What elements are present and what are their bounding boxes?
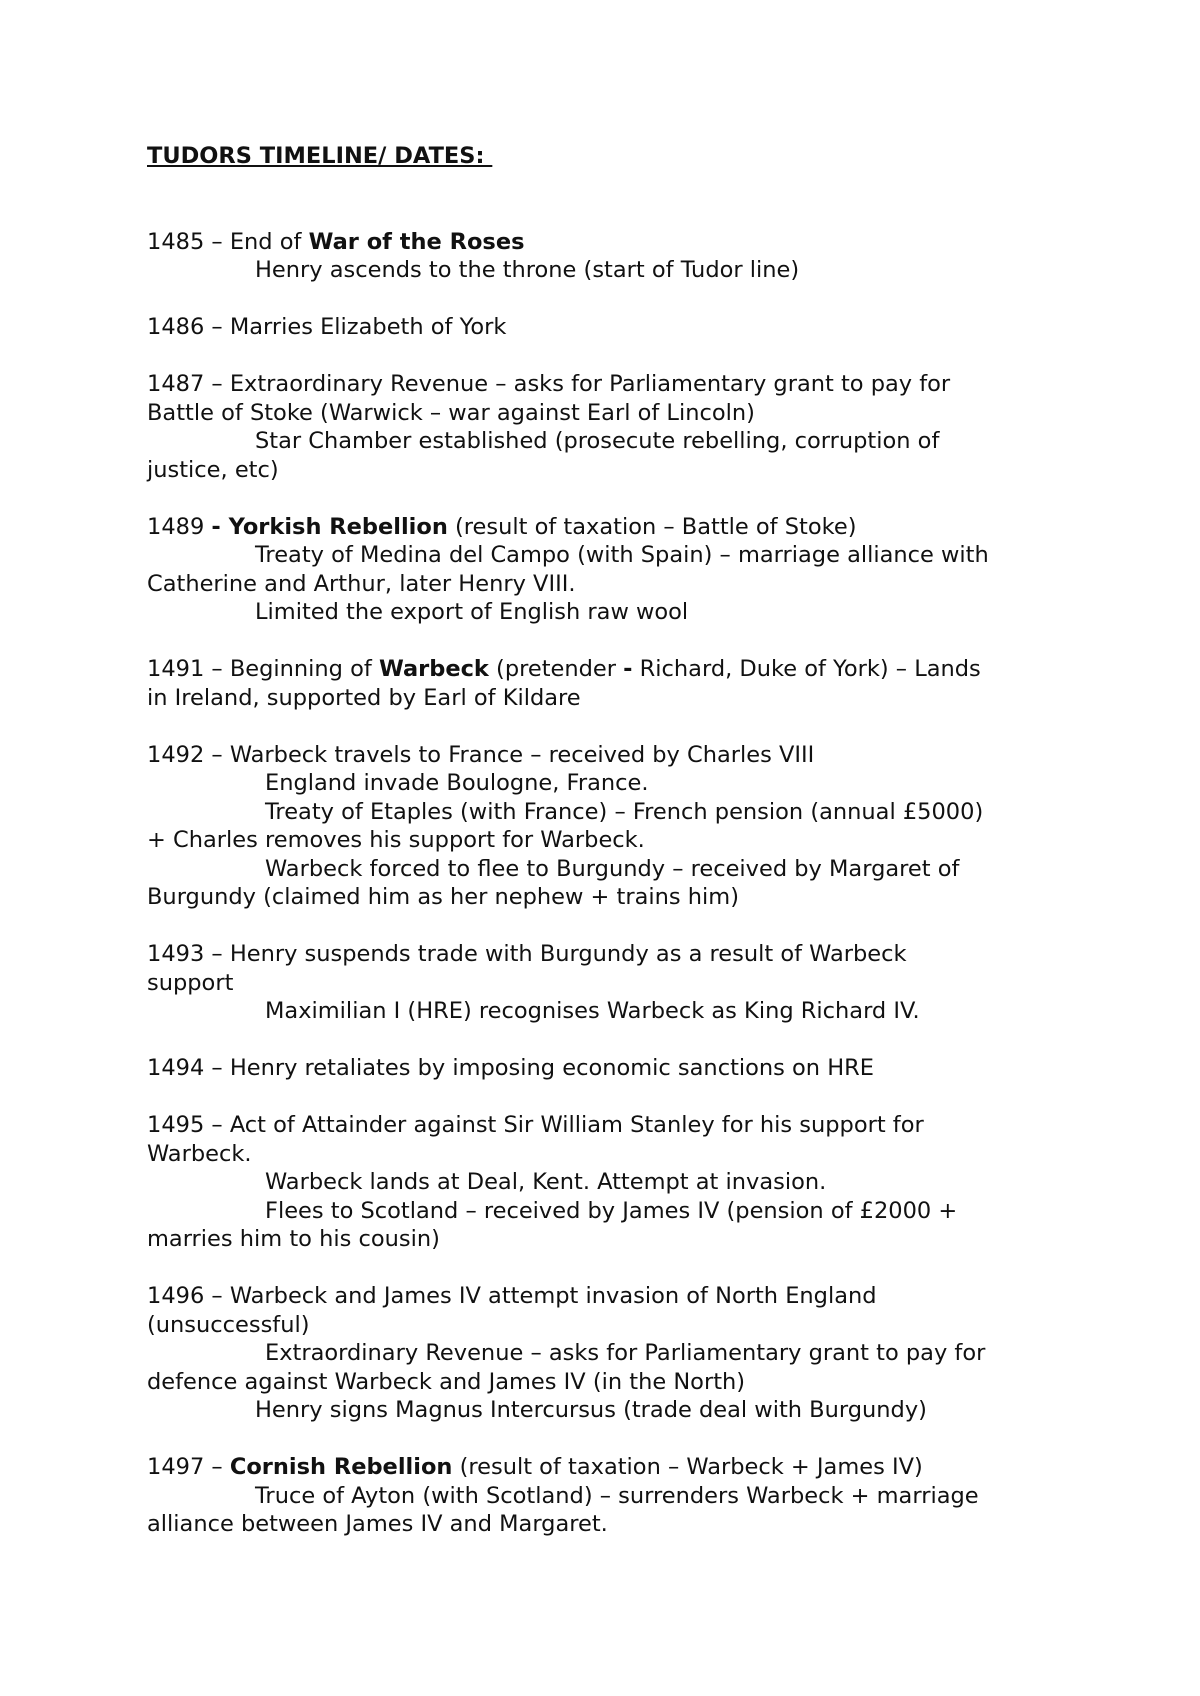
timeline-entry-1497 xyxy=(147,1453,1077,1539)
timeline-entry-1493 xyxy=(147,940,1077,1026)
entry-line: Warbeck lands at Deal, Kent. Attempt at invasion. xyxy=(265,1169,827,1195)
entry-line: (unsuccessful) xyxy=(147,1311,310,1338)
timeline-entry-1487 xyxy=(147,370,1077,484)
entry-line: Extraordinary Revenue – asks for Parliamentary grant to pay for xyxy=(265,1340,986,1366)
bold-term: Warbeck xyxy=(378,656,489,682)
entry-line: Burgundy (claimed him as her nephew + trains him) xyxy=(147,884,739,910)
timeline-entry-1494 xyxy=(147,1054,1077,1083)
document-page xyxy=(147,142,1077,1567)
entry-line: 1495 – Act of Attainder against Sir William Stanley for his support for xyxy=(147,1112,924,1138)
entry-line: Catherine and Arthur, later Henry VIII. xyxy=(147,570,576,597)
bold-term: War of the Roses xyxy=(308,228,525,255)
timeline-entry-1485 xyxy=(147,228,1077,285)
entry-line: 1496 – Warbeck and James IV attempt invasion of North England xyxy=(147,1283,877,1309)
entry-line: Treaty of Etaples (with France) – French pension (annual £5000) xyxy=(265,798,984,825)
bold-term: Cornish Rebellion xyxy=(229,1454,453,1480)
entry-line: alliance between James IV and Margaret. xyxy=(147,1511,608,1537)
entry-line: marries him to his cousin) xyxy=(147,1226,440,1252)
entry-line: in Ireland, supported by Earl of Kildare xyxy=(147,684,581,711)
entry-line: Limited the export of English raw wool xyxy=(255,599,689,625)
entry-line: Flees to Scotland – received by James IV (pension of £2000 + xyxy=(265,1197,958,1224)
timeline-entry-1489 xyxy=(147,513,1077,627)
entry-line: 1491 – Beginning of Warbeck (pretender - Richard, Duke of York) – Lands xyxy=(147,656,981,682)
entry-line: Henry ascends to the throne (start of Tudor line) xyxy=(255,257,800,283)
timeline-entry-1486 xyxy=(147,313,1077,342)
timeline-entry-1492 xyxy=(147,741,1077,912)
entry-line: Warbeck. xyxy=(147,1140,252,1167)
entry-line: 1497 – Cornish Rebellion (result of taxation – Warbeck + James IV) xyxy=(147,1454,923,1480)
timeline-entry-1496 xyxy=(147,1282,1077,1425)
entry-line: Star Chamber established (prosecute rebelling, corruption of xyxy=(255,428,940,454)
entry-line: 1486 – Marries Elizabeth of York xyxy=(147,314,507,340)
entry-line: 1485 – End of War of the Roses xyxy=(147,228,525,255)
entry-line: England invade Boulogne, France. xyxy=(265,770,649,796)
entry-line: Truce of Ayton (with Scotland) – surrenders Warbeck + marriage xyxy=(255,1482,979,1509)
entry-line: Henry signs Magnus Intercursus (trade deal with Burgundy) xyxy=(255,1397,927,1423)
entry-line: 1492 – Warbeck travels to France – received by Charles VIII xyxy=(147,741,815,768)
entry-line: defence against Warbeck and James IV (in the North) xyxy=(147,1368,746,1395)
entry-line: Maximilian I (HRE) recognises Warbeck as King Richard IV. xyxy=(265,998,920,1024)
entry-line: 1487 – Extraordinary Revenue – asks for Parliamentary grant to pay for xyxy=(147,371,951,397)
entry-line: Warbeck forced to flee to Burgundy – received by Margaret of xyxy=(265,855,960,882)
document-title: TUDORS TIMELINE/ DATES: xyxy=(147,143,493,169)
timeline-entry-1495 xyxy=(147,1111,1077,1254)
entry-line: Treaty of Medina del Campo (with Spain) – marriage alliance with xyxy=(255,542,989,568)
entry-line: support xyxy=(147,969,234,996)
entry-line: 1489 - Yorkish Rebellion (result of taxation – Battle of Stoke) xyxy=(147,513,857,540)
entry-line: 1493 – Henry suspends trade with Burgundy as a result of Warbeck xyxy=(147,941,907,967)
timeline-entry-1491 xyxy=(147,655,1077,712)
entry-line: Battle of Stoke (Warwick – war against Earl of Lincoln) xyxy=(147,399,755,426)
entry-line: justice, etc) xyxy=(147,456,279,483)
bold-term: - Yorkish Rebellion xyxy=(211,513,448,540)
entry-line: + Charles removes his support for Warbeck. xyxy=(147,827,645,853)
entry-line: 1494 – Henry retaliates by imposing economic sanctions on HRE xyxy=(147,1055,874,1081)
